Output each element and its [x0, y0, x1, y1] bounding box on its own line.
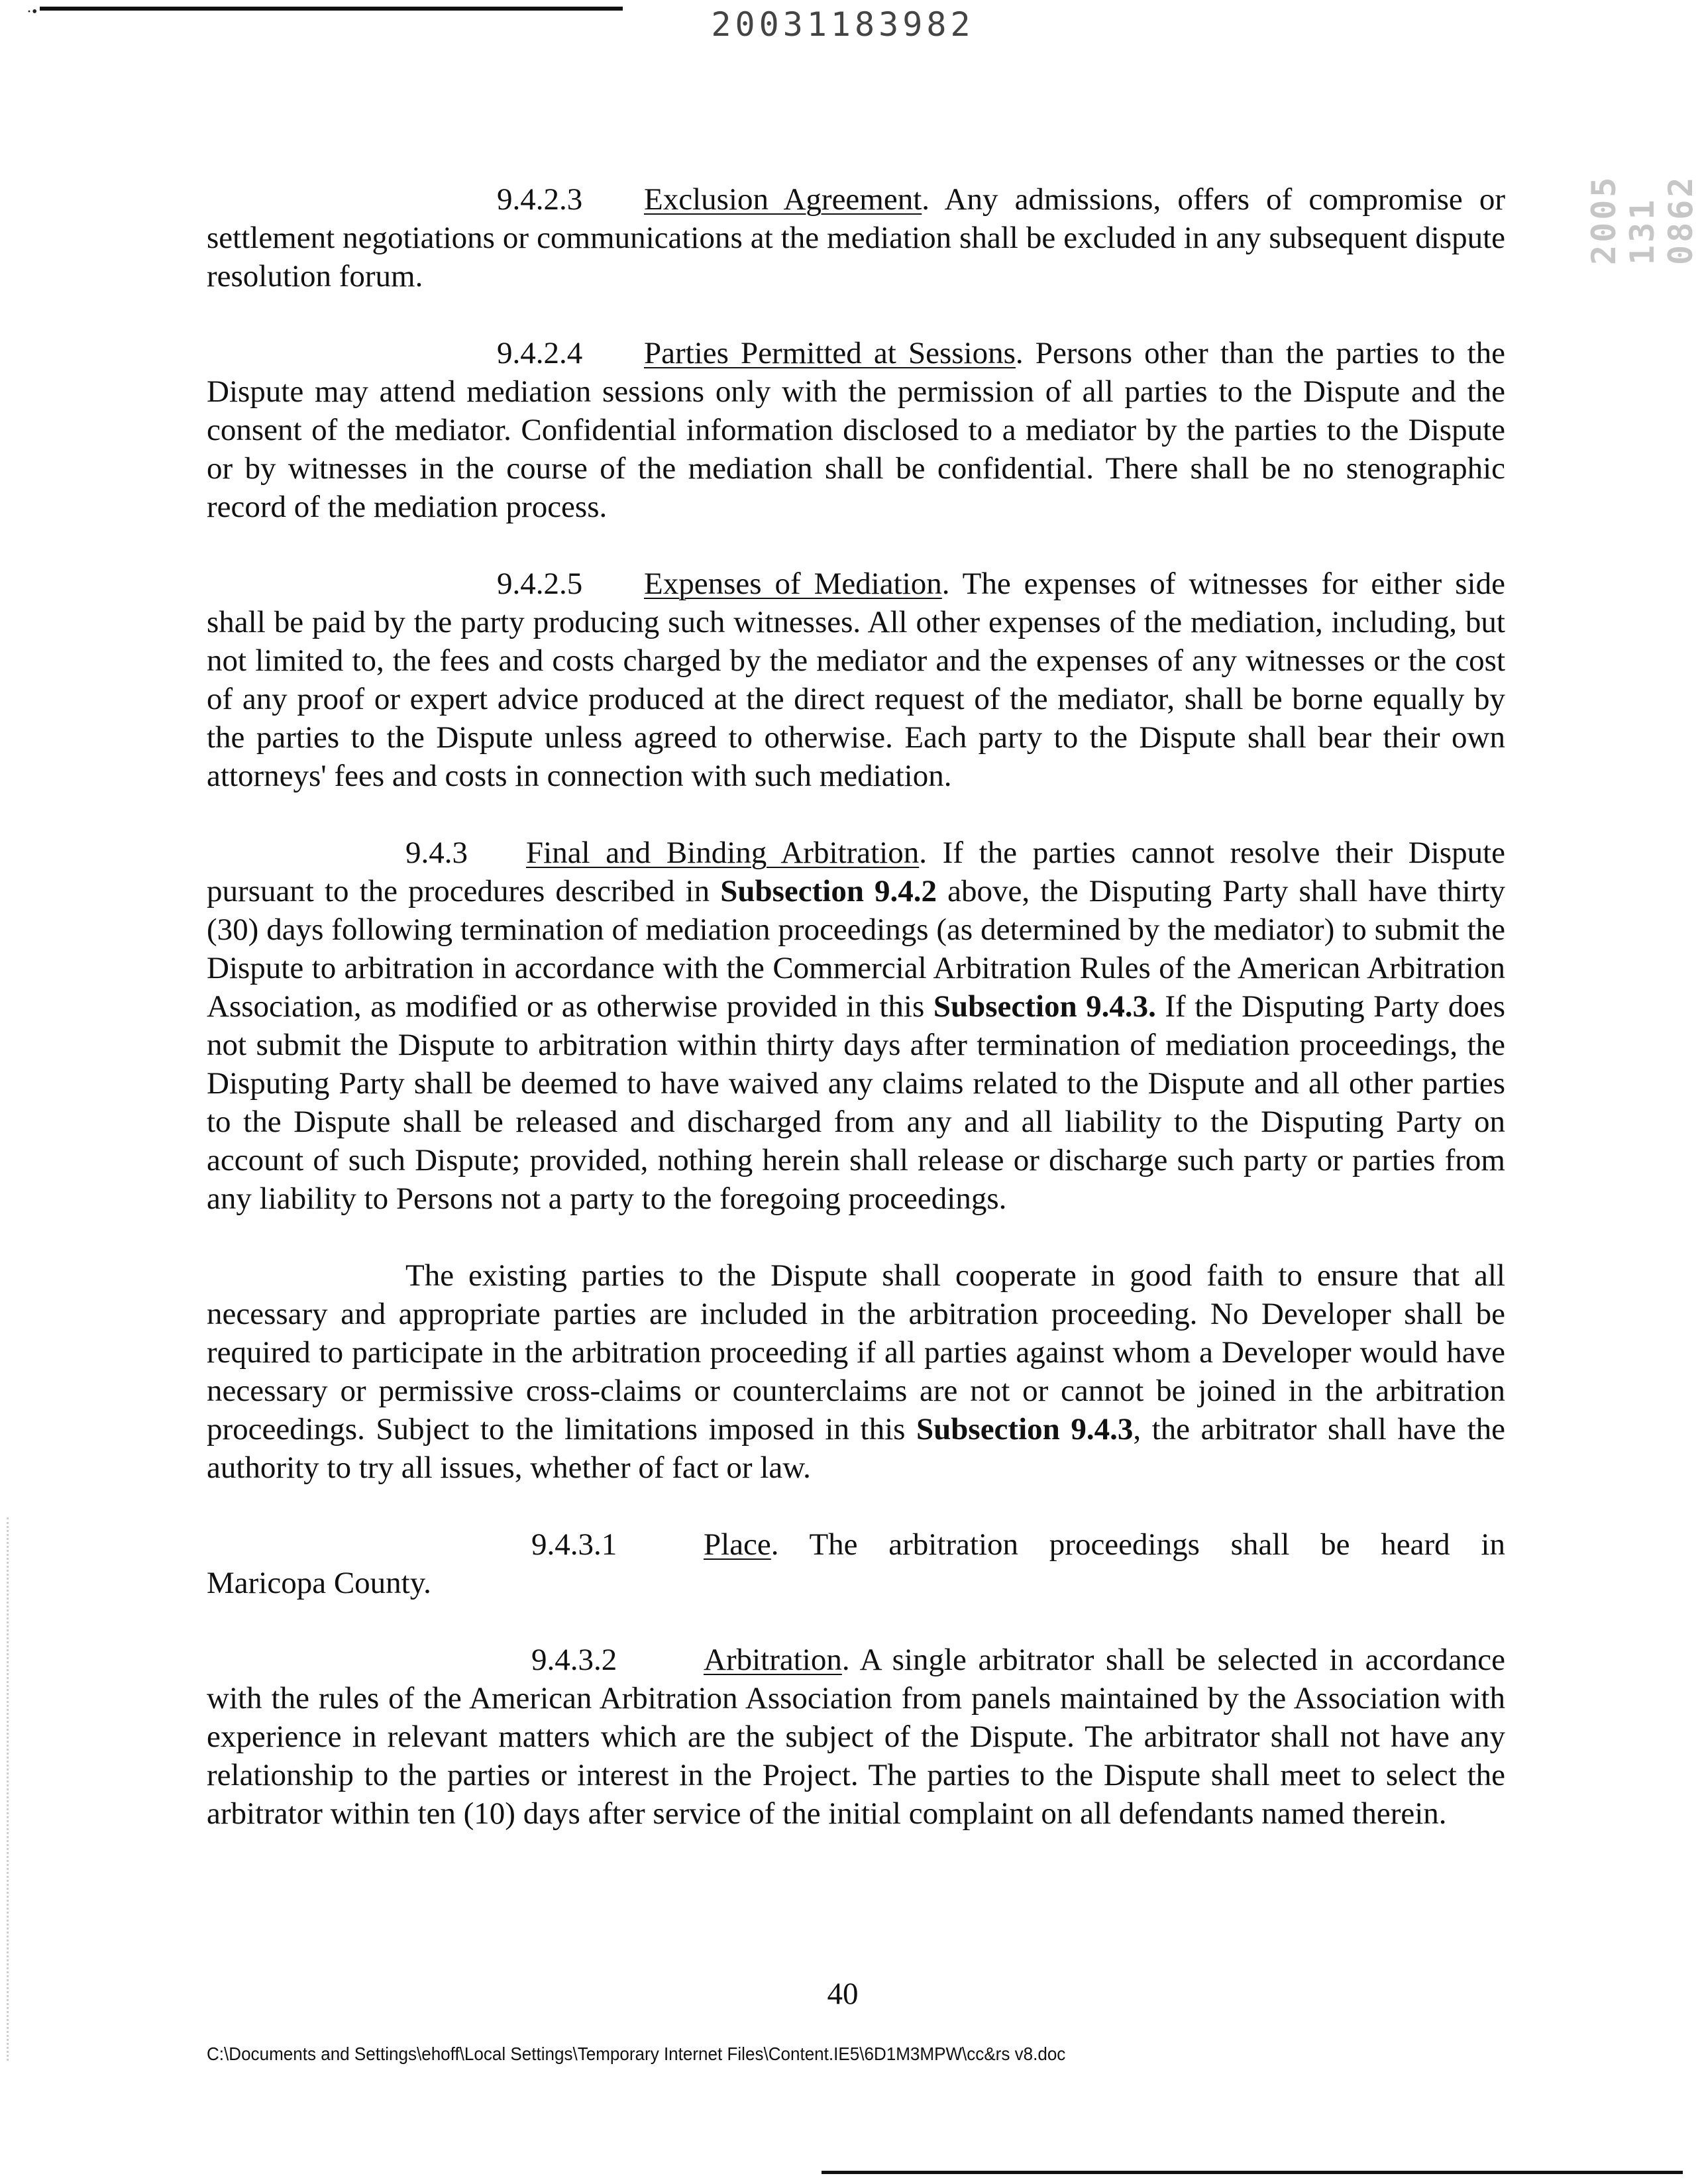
subsection-reference: Subsection 9.4.3. — [933, 989, 1156, 1024]
existing-parties-paragraph — [207, 1256, 1505, 1487]
section-title: Expenses of Mediation — [644, 567, 942, 601]
section-text: If the Disputing Party does not submit the Dispute to arbitration within thirty days after termination of mediation proceedings, the Disputing Party shall be deemed to have waived any claims related to the Dispute and all other parties to the Dispute shall be released and discharged from any and all liability to the Disputing Party on account of such Dispute; provided, nothing herein shall release or discharge such party or parties from any liability to Persons not a party to the foregoing proceedings. — [207, 989, 1505, 1216]
section-text: . Persons other than the parties to the Dispute may attend mediation sessions only with the permission of all parties to the Dispute and the consent of the mediator. Confidential information disclosed to a mediator by the parties to the Dispute or by witnesses in the course of the mediation shall be confidential. There shall be no stenographic record of the mediation process. — [207, 336, 1505, 524]
section-title: Final and Binding Arbitration — [526, 836, 920, 870]
section-text: . If the parties cannot resolve their Dispute pursuant to the procedures described in — [207, 836, 1505, 908]
section-number: 9.4.2.5 — [497, 567, 583, 601]
section-heading-text — [704, 1525, 1505, 1564]
section-title: Arbitration — [704, 1643, 842, 1677]
section-9-4-2-3 — [207, 180, 1505, 296]
section-number: 9.4.3 — [405, 836, 468, 870]
section-9-4-3-2 — [207, 1641, 1505, 1833]
page-number: 40 — [827, 1977, 859, 2011]
paragraph-text: , the arbitrator shall have the authority to try all issues, whether of fact or law. — [207, 1412, 1506, 1485]
section-title: Place — [704, 1527, 771, 1562]
scan-mark: ·• — [27, 3, 38, 21]
section-text: . The arbitration proceedings shall be heard in — [770, 1527, 1505, 1562]
section-text-continued: Maricopa County. — [207, 1566, 431, 1600]
section-text: . The expenses of witnesses for either side shall be paid by the party producing such witnesses. All other expenses of the mediation, including, but not limited to, the fees and costs charged by the mediator and the expenses of any witnesses or the cost of any proof or expert advice produced at the direct request of the mediator, shall be borne equally by the parties to the Dispute unless agreed to otherwise. Each party to the Dispute shall bear their own attorneys' fees and costs in connection with such mediation. — [207, 567, 1505, 793]
section-9-4-2-5 — [207, 565, 1505, 795]
subsection-reference: Subsection 9.4.3 — [916, 1412, 1134, 1447]
section-title: Parties Permitted at Sessions — [644, 336, 1016, 370]
recording-stamp: 2005 131 0862 — [1585, 174, 1700, 265]
section-text: . A single arbitrator shall be selected in accordance with the rules of the American Arbitration Association from panels maintained by the Association with experience in relevant matters which are the subject of the Dispute. The arbitrator shall not have any relationship to the parties or interest in the Project. The parties to the Dispute shall meet to select the arbitrator within ten (10) days after service of the initial complaint on all defendants named therein. — [207, 1643, 1505, 1831]
section-9-4-3-1 — [207, 1525, 1505, 1602]
section-9-4-2-4 — [207, 334, 1505, 526]
document-body — [207, 180, 1505, 1871]
section-heading-line — [207, 1525, 1505, 1564]
footer-file-path: C:\Documents and Settings\ehoff\Local Settings\Temporary Internet Files\Content.IE5\6D1M3MPW\cc&rs v8.doc — [207, 2044, 1066, 2064]
section-title: Exclusion Agreement — [644, 182, 922, 217]
bottom-rule — [822, 2171, 1683, 2174]
subsection-reference: Subsection 9.4.2 — [720, 874, 937, 908]
section-number: 9.4.2.3 — [497, 182, 583, 217]
section-number: 9.4.3.2 — [531, 1643, 617, 1677]
section-number: 9.4.3.1 — [531, 1527, 617, 1562]
paragraph-text: The existing parties to the Dispute shall cooperate in good faith to ensure that all necessary and appropriate parties are included in the arbitration proceeding. No Developer shall be required to participate in the arbitration proceeding if all parties against whom a Developer would have necessary or permissive cross-claims or counterclaims are not or cannot be joined in the arbitration proceedings. Subject to the limitations imposed in this — [207, 1258, 1505, 1447]
section-text: . Any admissions, offers of compromise or settlement negotiations or communications at the mediation shall be excluded in any subsequent dispute resolution forum. — [207, 182, 1505, 294]
section-text: above, the Disputing Party shall have thirty (30) days following termination of mediation proceedings (as determined by the mediator) to submit the Dispute to arbitration in accordance with the Commercial Arbitration Rules of the American Arbitration Association, as modified or as otherwise provided in this — [207, 874, 1506, 1024]
section-number: 9.4.2.4 — [497, 336, 583, 370]
document-number: 20031183982 — [711, 5, 975, 44]
section-9-4-3 — [207, 834, 1505, 1218]
